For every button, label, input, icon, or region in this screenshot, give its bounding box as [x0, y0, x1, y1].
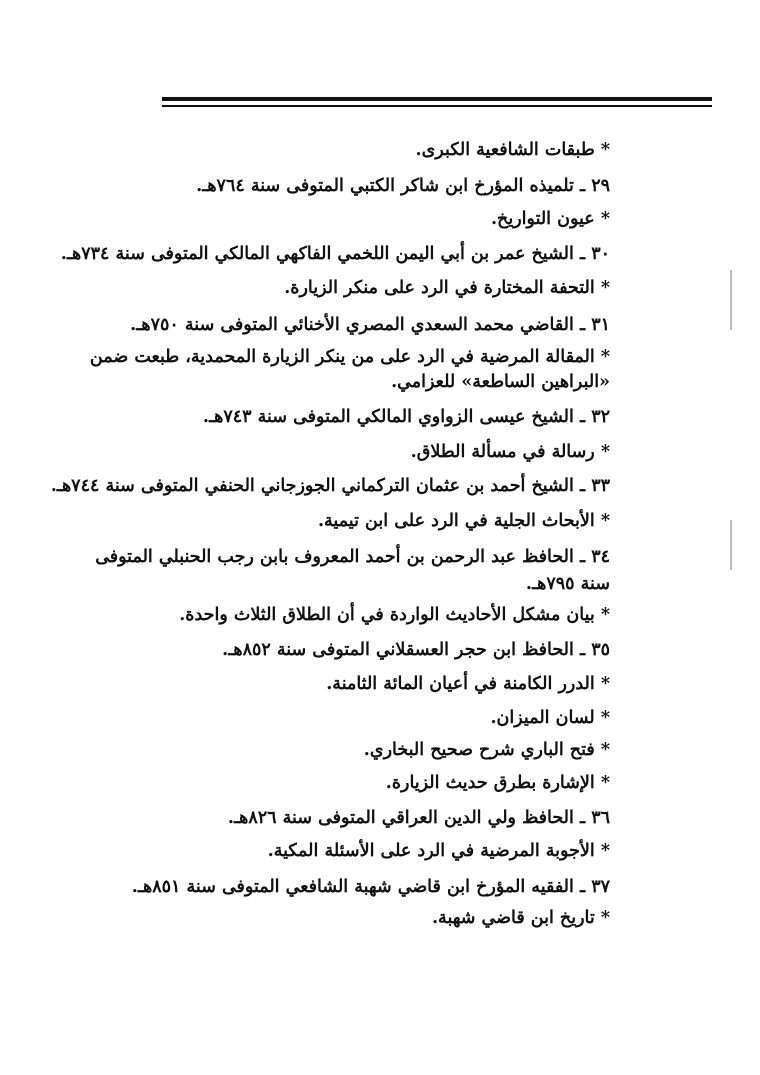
- list-item: ٣٢ ـ الشيخ عيسى الزواوي المالكي المتوفى سنة ٧٤٣هـ.: [202, 407, 610, 427]
- list-item: ٣٥ ـ الحافظ ابن حجر العسقلاني المتوفى سنة ٨٥٢هـ.: [222, 640, 610, 660]
- scan-mark: [730, 270, 732, 330]
- list-item: * فتح الباري شرح صحيح البخاري.: [363, 740, 610, 760]
- list-item: ٣٦ ـ الحافظ ولي الدين العراقي المتوفى سنة ٨٢٦هـ.: [227, 808, 610, 828]
- list-item: * لسان الميزان.: [490, 708, 610, 728]
- list-item: ٣٧ ـ الفقيه المؤرخ ابن قاضي شهبة الشافعي المتوفى سنة ٨٥١هـ.: [131, 877, 610, 897]
- list-item: * الدرر الكامنة في أعيان المائة الثامنة.: [326, 674, 610, 694]
- list-item: * بيان مشكل الأحاديث الواردة في أن الطلاق الثلاث واحدة.: [179, 605, 610, 625]
- list-item: * عيون التواريخ.: [490, 209, 610, 229]
- list-item: * المقالة المرضية في الرد على من ينكر الزيارة المحمدية، طبعت ضمن: [89, 347, 610, 367]
- header-rule-thick: [162, 97, 712, 101]
- scan-mark: [730, 520, 732, 570]
- list-item: * التحفة المختارة في الرد على منكر الزيارة.: [284, 278, 610, 298]
- list-item: ٣٤ ـ الحافظ عبد الرحمن بن أحمد المعروف بابن رجب الحنبلي المتوفى: [95, 547, 610, 567]
- list-item: * رسالة في مسألة الطلاق.: [410, 442, 610, 462]
- list-item: ٢٩ ـ تلميذه المؤرخ ابن شاكر الكتبي المتوفى سنة ٧٦٤هـ.: [196, 176, 610, 196]
- list-item: * الأجوبة المرضية في الرد على الأسئلة المكية.: [267, 841, 610, 861]
- list-item: * الإشارة بطرق حديث الزيارة.: [385, 773, 610, 793]
- list-item: * تاريخ ابن قاضي شهبة.: [431, 908, 610, 928]
- header-rule-thin: [162, 105, 712, 107]
- list-item: * طبقات الشافعية الكبرى.: [415, 140, 610, 160]
- list-item: ٣١ ـ القاضي محمد السعدي المصري الأخنائي المتوفى سنة ٧٥٠هـ.: [130, 315, 610, 335]
- list-item: سنة ٧٩٥هـ.: [525, 574, 610, 594]
- list-item: ٣٠ ـ الشيخ عمر بن أبي اليمن اللخمي الفاكهي المالكي المتوفى سنة ٧٣٤هـ.: [60, 244, 610, 264]
- list-item: ٣٣ ـ الشيخ أحمد بن عثمان التركماني الجوزجاني الحنفي المتوفى سنة ٧٤٤هـ.: [50, 476, 610, 496]
- list-item: * الأبحاث الجلية في الرد على ابن تيمية.: [317, 511, 610, 531]
- list-item: «البراهين الساطعة» للعزامي.: [391, 372, 610, 392]
